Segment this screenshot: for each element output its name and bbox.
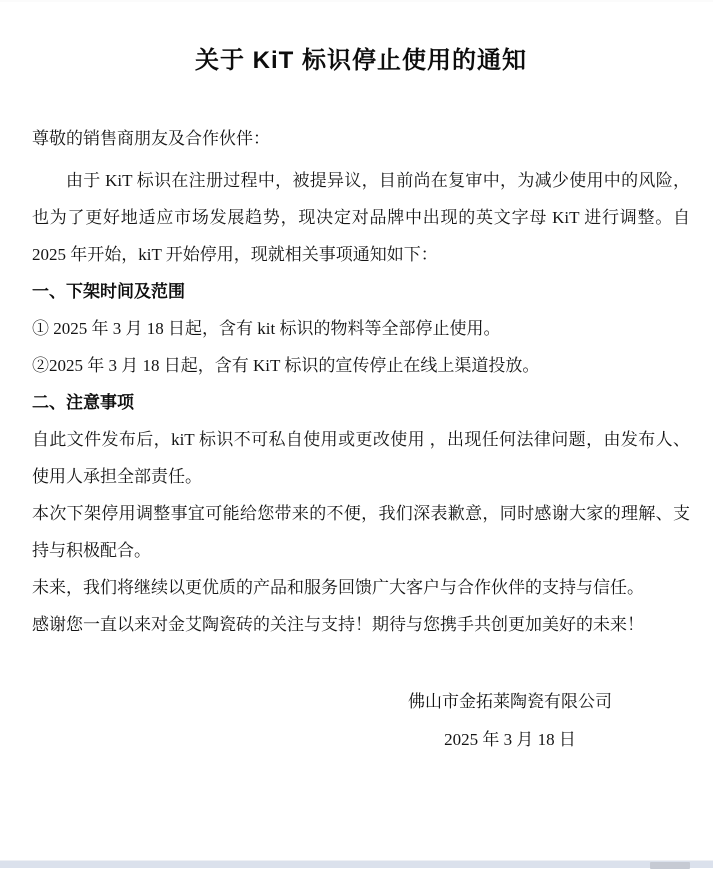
intro-paragraph: 由于 KiT 标识在注册过程中，被提异议，目前尚在复审中，为减少使用中的风险，也为了更好地适应市场发展趋势，现决定对品牌中出现的英文字母 KiT 进行调整。自 2025 年开始，kiT 开始停用，现就相关事项通知如下： [32,171,690,264]
page-title: 关于 KiT 标识停止使用的通知 [195,47,527,74]
company-signature: 佛山市金拓莱陶瓷有限公司 [408,692,612,711]
section1-heading: 一、下架时间及范围 [32,282,185,301]
section1-item-2: ②2025 年 3 月 18 日起，含有 KiT 标识的宣传停止在线上渠道投放。 [32,356,540,375]
notice-paragraph-future: 未来，我们将继续以更优质的产品和服务回馈广大客户与合作伙伴的支持与信任。 [32,578,644,597]
notice-paragraph-thanks: 感谢您一直以来对金艾陶瓷砖的关注与支持！期待与您携手共创更加美好的未来！ [32,615,644,634]
horizontal-scrollbar[interactable] [0,860,713,868]
signature-block [375,683,645,759]
notice-paragraph-apology: 本次下架停用调整事宜可能给您带来的不便，我们深表歉意，同时感谢大家的理解、支持与积极配合。 [32,504,690,560]
greeting-line: 尊敬的销售商朋友及合作伙伴： [32,129,270,148]
section2-heading: 二、注意事项 [32,393,134,412]
signature-date: 2025 年 3 月 18 日 [444,730,576,749]
document-content [0,2,713,759]
section1-item-1: ① 2025 年 3 月 18 日起，含有 kit 标识的物料等全部停止使用。 [32,319,501,338]
document-body [32,120,690,759]
notice-paragraph-liability: 自此文件发布后，kiT 标识不可私自使用或更改使用 ，出现任何法律问题，由发布人、使用人承担全部责任。 [32,430,690,486]
